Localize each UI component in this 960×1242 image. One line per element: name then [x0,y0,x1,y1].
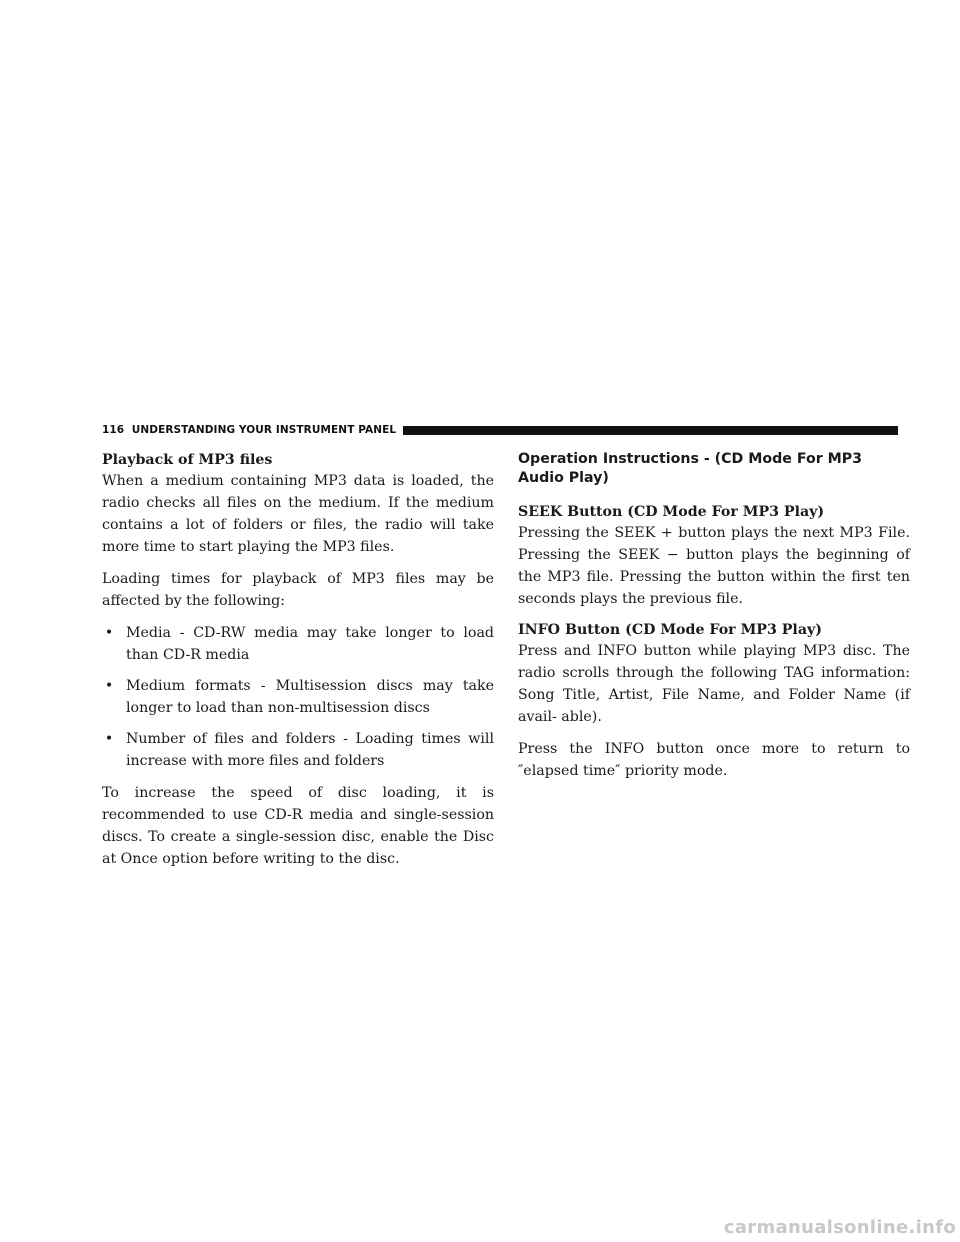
seek-heading: SEEK Button (CD Mode For MP3 Play) [518,504,825,520]
left-column [102,450,494,880]
playback-paragraph-3: To increase the speed of disc loading, it is recommended to use CD-R media and single-session discs. To create a single-session disc, enable the Disc at Once option before writing to the disc. [102,785,494,867]
info-paragraph-2: Press the INFO button once more to return to ″elapsed time″ priority mode. [518,741,910,779]
bullet-icon: • [104,678,114,694]
page-header [102,423,898,437]
page-header-text [102,424,396,436]
info-paragraph-1: Press and INFO button while playing MP3 disc. The radio scrolls through the following TAG information: Song Title, Artist, File Name, and Folder Name (if avail- able). [518,643,910,725]
header-rule [403,426,898,435]
right-column [518,450,910,792]
seek-paragraph: Pressing the SEEK + button plays the next MP3 File. Pressing the SEEK − button plays the beginning of the MP3 file. Pressing the button within the first ten seconds plays the previous file. [518,525,910,607]
seek-section [518,502,910,610]
bullet-icon: • [104,731,114,747]
watermark: carmanualsonline.info [723,1217,956,1238]
info-section [518,620,910,782]
list-item: • Medium formats - Multisession discs may take longer to load than non-multisession discs [102,675,494,719]
info-heading: INFO Button (CD Mode For MP3 Play) [518,622,822,638]
loading-factors-list [102,622,494,772]
page-number: 116 [102,424,125,436]
playback-paragraph-2: Loading times for playback of MP3 files may be affected by the following: [102,571,494,609]
bullet-icon: • [104,625,114,641]
playback-paragraph-1: When a medium containing MP3 data is loaded, the radio checks all files on the medium. If the medium contains a lot of folders or files, the radio will take more time to start playing the MP3 files. [102,473,494,555]
list-item: • Number of files and folders - Loading times will increase with more files and folders [102,728,494,772]
section-title: UNDERSTANDING YOUR INSTRUMENT PANEL [131,424,397,436]
list-item: • Media - CD-RW media may take longer to load than CD-R media [102,622,494,666]
playback-heading: Playback of MP3 files [102,452,273,468]
operation-heading: Operation Instructions - (CD Mode For MP3 Audio Play) [518,451,863,486]
